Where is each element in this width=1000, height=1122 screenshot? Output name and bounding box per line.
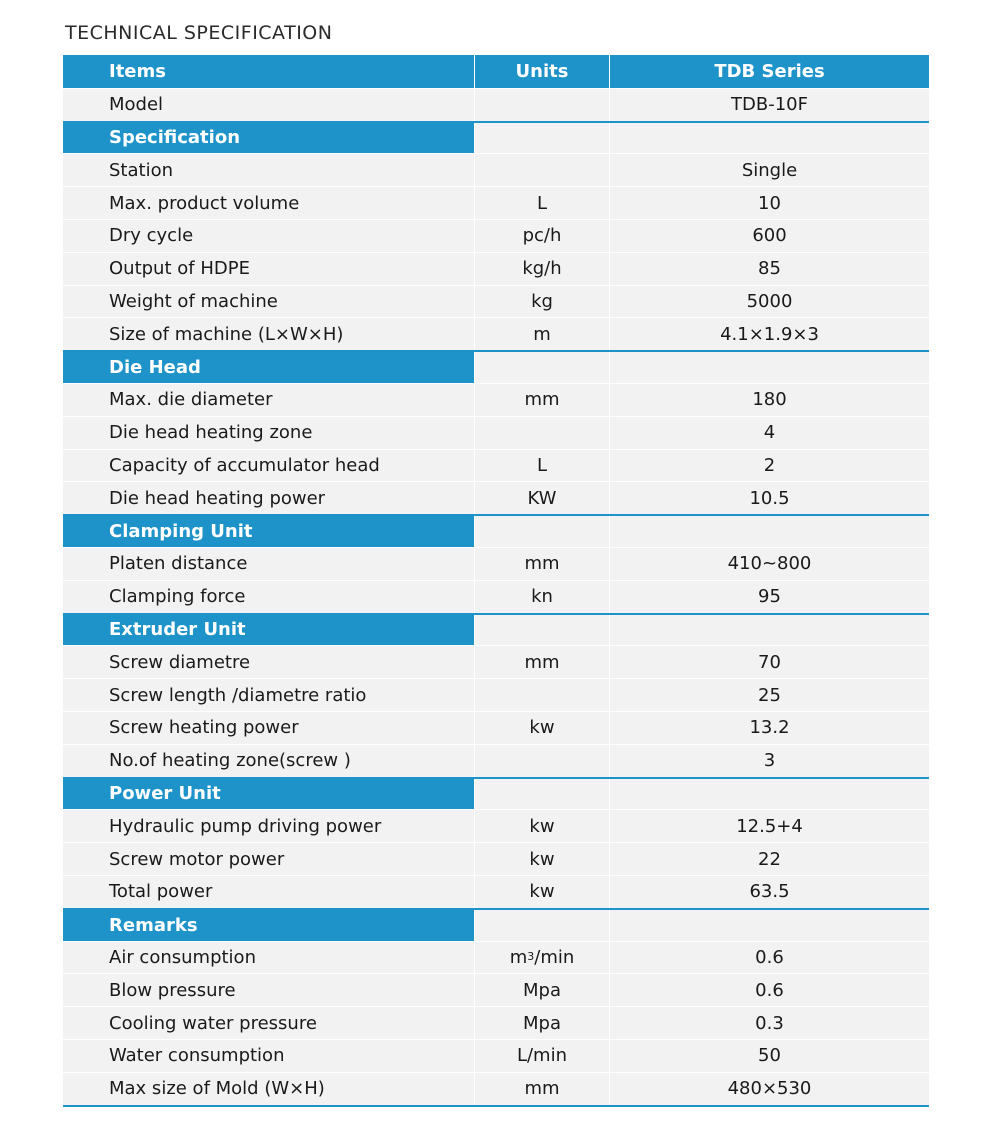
table-row <box>63 842 929 875</box>
section-header-row <box>63 908 929 941</box>
table-row <box>63 317 929 350</box>
table-row <box>63 416 929 449</box>
table-row <box>63 875 929 908</box>
section-title: Clamping Unit <box>63 516 474 547</box>
item-cell: Max. product volume <box>63 186 474 219</box>
table-row <box>63 809 929 842</box>
value-cell: 600 <box>609 219 929 252</box>
item-cell: Cooling water pressure <box>63 1006 474 1039</box>
item-cell: No.of heating zone(screw ) <box>63 744 474 777</box>
value-cell: 10 <box>609 186 929 219</box>
table-row <box>63 383 929 416</box>
table-row <box>63 1006 929 1039</box>
section-blank-value <box>609 779 929 810</box>
item-cell: Size of machine (L×W×H) <box>63 317 474 350</box>
table-row <box>63 88 929 121</box>
value-cell: 22 <box>609 842 929 875</box>
unit-cell: kg <box>474 285 609 318</box>
unit-cell: mm <box>474 1072 609 1105</box>
value-cell: 5000 <box>609 285 929 318</box>
value-cell: 13.2 <box>609 711 929 744</box>
unit-cell <box>474 88 609 121</box>
table-row <box>63 941 929 974</box>
header-series: TDB Series <box>609 55 929 88</box>
section-blank-value <box>609 352 929 383</box>
item-cell: Max size of Mold (W×H) <box>63 1072 474 1105</box>
value-cell: 4 <box>609 416 929 449</box>
unit-cell: m <box>474 317 609 350</box>
item-cell: Water consumption <box>63 1039 474 1072</box>
value-cell: 70 <box>609 645 929 678</box>
item-cell: Blow pressure <box>63 973 474 1006</box>
value-cell: 50 <box>609 1039 929 1072</box>
section-blank-value <box>609 123 929 154</box>
value-cell: 0.6 <box>609 941 929 974</box>
value-cell: 3 <box>609 744 929 777</box>
table-header-row <box>63 55 929 88</box>
table-row <box>63 973 929 1006</box>
section-blank-value <box>609 615 929 646</box>
value-cell: 0.6 <box>609 973 929 1006</box>
unit-cell <box>474 153 609 186</box>
item-cell: Output of HDPE <box>63 252 474 285</box>
unit-cell: Mpa <box>474 1006 609 1039</box>
section-header-row <box>63 613 929 646</box>
unit-cell <box>474 416 609 449</box>
section-blank-unit <box>474 123 609 154</box>
item-cell: Dry cycle <box>63 219 474 252</box>
section-header-row <box>63 777 929 810</box>
section-blank-unit <box>474 516 609 547</box>
section-blank-unit <box>474 910 609 941</box>
item-cell: Platen distance <box>63 547 474 580</box>
value-cell: 85 <box>609 252 929 285</box>
table-row <box>63 678 929 711</box>
section-title: Die Head <box>63 352 474 383</box>
item-cell: Screw length /diametre ratio <box>63 678 474 711</box>
section-header-row <box>63 121 929 154</box>
section-header-row <box>63 514 929 547</box>
table-row <box>63 219 929 252</box>
value-cell: 2 <box>609 449 929 482</box>
item-cell: Clamping force <box>63 580 474 613</box>
section-blank-unit <box>474 352 609 383</box>
item-cell: Air consumption <box>63 941 474 974</box>
item-cell: Screw diametre <box>63 645 474 678</box>
section-title: Power Unit <box>63 779 474 810</box>
unit-cell: kn <box>474 580 609 613</box>
value-cell: 410~800 <box>609 547 929 580</box>
value-cell: 480×530 <box>609 1072 929 1105</box>
table-row <box>63 252 929 285</box>
value-cell: 0.3 <box>609 1006 929 1039</box>
item-cell: Capacity of accumulator head <box>63 449 474 482</box>
section-header-row <box>63 350 929 383</box>
table-body <box>63 88 929 1105</box>
unit-cell: mm <box>474 645 609 678</box>
item-cell: Model <box>63 88 474 121</box>
unit-cell: kw <box>474 809 609 842</box>
table-row <box>63 186 929 219</box>
unit-cell: mm <box>474 547 609 580</box>
item-cell: Max. die diameter <box>63 383 474 416</box>
item-cell: Die head heating zone <box>63 416 474 449</box>
unit-cell: kw <box>474 842 609 875</box>
section-blank-unit <box>474 615 609 646</box>
unit-cell: pc/h <box>474 219 609 252</box>
unit-cell: L <box>474 186 609 219</box>
value-cell: 63.5 <box>609 875 929 908</box>
item-cell: Total power <box>63 875 474 908</box>
table-row <box>63 449 929 482</box>
item-cell: Screw heating power <box>63 711 474 744</box>
page-title: TECHNICAL SPECIFICATION <box>65 22 333 44</box>
table-row <box>63 547 929 580</box>
section-title: Extruder Unit <box>63 615 474 646</box>
unit-cell: L/min <box>474 1039 609 1072</box>
table-row <box>63 711 929 744</box>
table-row <box>63 744 929 777</box>
header-units: Units <box>474 55 609 88</box>
value-cell: Single <box>609 153 929 186</box>
unit-cell: KW <box>474 481 609 514</box>
section-blank-unit <box>474 779 609 810</box>
section-title: Specification <box>63 123 474 154</box>
table-row <box>63 1072 929 1105</box>
unit-cell: kw <box>474 711 609 744</box>
unit-cell <box>474 678 609 711</box>
unit-cell-superscript: m 3 /min <box>474 941 609 974</box>
unit-cell: kw <box>474 875 609 908</box>
header-items: Items <box>63 55 474 88</box>
table-row <box>63 645 929 678</box>
unit-cell: L <box>474 449 609 482</box>
table-row <box>63 1039 929 1072</box>
item-cell: Die head heating power <box>63 481 474 514</box>
item-cell: Weight of machine <box>63 285 474 318</box>
value-cell: TDB-10F <box>609 88 929 121</box>
section-title: Remarks <box>63 910 474 941</box>
table-row <box>63 580 929 613</box>
value-cell: 10.5 <box>609 481 929 514</box>
value-cell: 95 <box>609 580 929 613</box>
value-cell: 25 <box>609 678 929 711</box>
unit-cell: mm <box>474 383 609 416</box>
value-cell: 180 <box>609 383 929 416</box>
spec-table <box>63 55 929 1107</box>
table-row <box>63 285 929 318</box>
value-cell: 4.1×1.9×3 <box>609 317 929 350</box>
unit-cell: kg/h <box>474 252 609 285</box>
unit-cell: Mpa <box>474 973 609 1006</box>
table-row <box>63 481 929 514</box>
item-cell: Station <box>63 153 474 186</box>
section-blank-value <box>609 516 929 547</box>
item-cell: Screw motor power <box>63 842 474 875</box>
item-cell: Hydraulic pump driving power <box>63 809 474 842</box>
table-row <box>63 153 929 186</box>
unit-cell <box>474 744 609 777</box>
value-cell: 12.5+4 <box>609 809 929 842</box>
section-blank-value <box>609 910 929 941</box>
